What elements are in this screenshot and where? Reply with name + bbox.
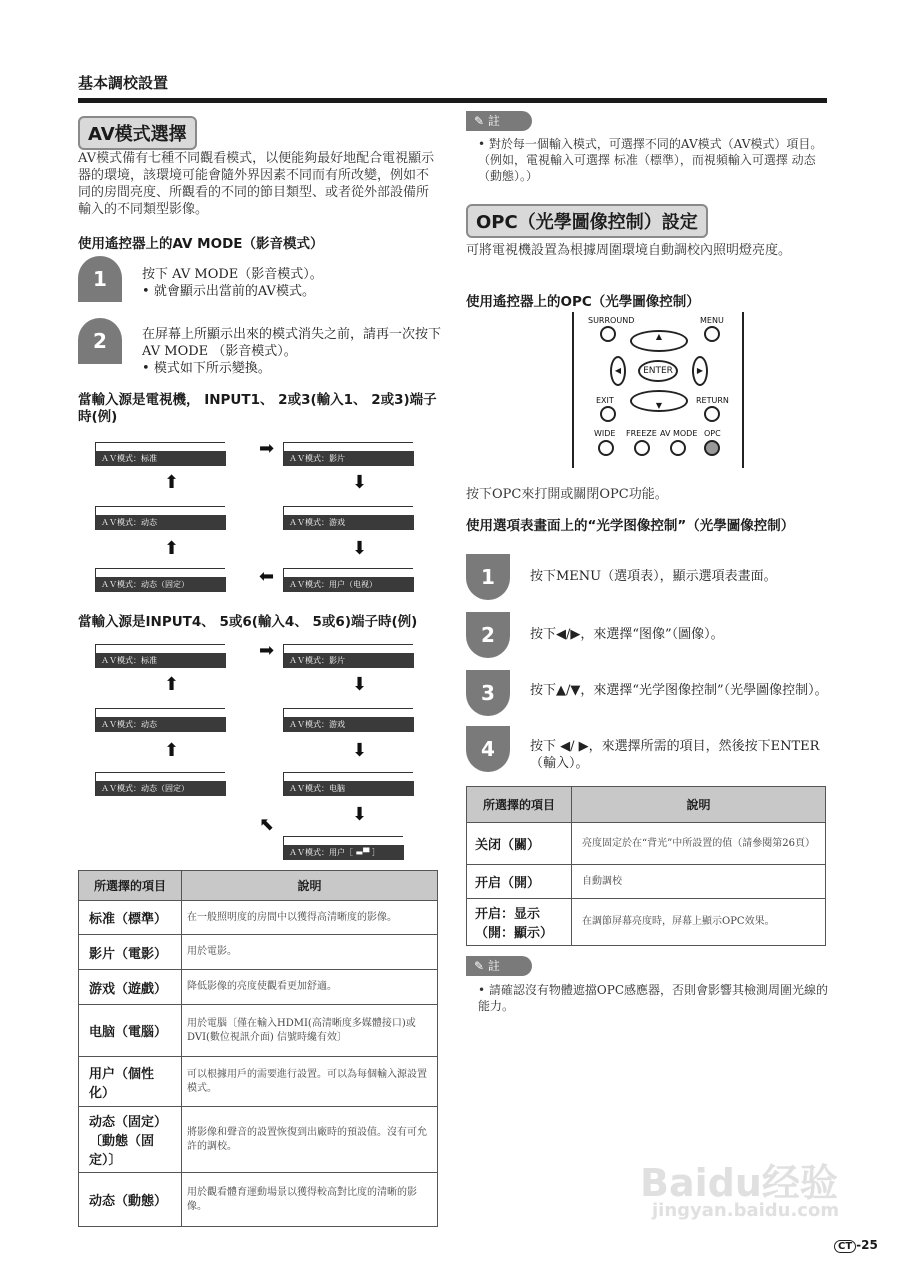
step-2-badge: 2	[466, 612, 510, 658]
table-cell-key: 游戏（遊戲）	[79, 970, 182, 1005]
mode-label: ＡＶ模式：游戏	[284, 717, 414, 732]
av-mode-table	[78, 870, 438, 1227]
mode-box	[283, 708, 413, 732]
remote-label: FREEZE	[626, 429, 657, 438]
table-cell-value: 降低影像的亮度使觀看更加舒適。	[182, 970, 438, 1005]
table-row	[467, 865, 826, 899]
mode-box	[283, 568, 413, 592]
mode-label	[284, 845, 404, 860]
table-header: 說明	[182, 871, 438, 901]
surround-button[interactable]	[600, 326, 616, 342]
input-456-heading: 當輸入源是INPUT4、 5或6(輸入4、 5或6)端子時(例)	[78, 614, 418, 630]
remote-label: WIDE	[594, 429, 616, 438]
arrow-down-icon: ⬇	[352, 538, 368, 559]
table-row	[79, 1173, 438, 1227]
opc-step-2: 按下◀/▶，來選擇“图像”（圖像）。	[530, 627, 724, 642]
remote-label: SURROUND	[588, 316, 635, 325]
table-cell-value: 亮度固定於在“背光”中所設置的值（請參閱第26頁）	[572, 823, 826, 865]
arrow-up-icon: ⬆	[164, 674, 180, 695]
mode-box	[95, 506, 225, 530]
table-row	[467, 899, 826, 946]
arrow-up-icon: ⬆	[164, 472, 180, 493]
av-remote-heading: 使用遙控器上的AV MODE（影音模式）	[78, 236, 324, 252]
menu-button[interactable]	[704, 326, 720, 342]
opc-step-3: 按下▲/▼，來選擇“光学图像控制”（光學圖像控制）。	[530, 683, 828, 698]
av-step-2-bullet: • 模式如下所示變換。	[142, 360, 442, 377]
opc-remote-heading: 使用遙控器上的OPC（光學圖像控制）	[466, 294, 700, 310]
right-button[interactable]: ▶	[692, 356, 708, 386]
note-tag	[466, 956, 532, 976]
table-cell-key: 开启：显示（開：顯示）	[467, 899, 572, 946]
opc-intro: 可將電視機設置為根據周圍環境自動調校內照明燈亮度。	[466, 243, 792, 258]
down-button[interactable]: ▼	[630, 390, 688, 412]
table-row	[79, 1057, 438, 1107]
mode-label: ＡＶ模式：动态（固定）	[96, 577, 226, 592]
opc-button[interactable]	[704, 440, 720, 456]
arrow-up-icon: ⬆	[164, 740, 180, 761]
table-cell-key: 动态（固定）〔動態（固定）〕	[79, 1107, 182, 1173]
av-step-1-text: 按下 AV MODE（影音模式）。	[142, 267, 323, 282]
table-cell-value: 將影像和聲音的設置恢復到出廠時的預設值。沒有可允許的調校。	[182, 1107, 438, 1173]
mode-box	[95, 772, 225, 796]
exit-button[interactable]	[600, 406, 616, 422]
freeze-button[interactable]	[634, 440, 650, 456]
mode-label: ＡＶ模式：影片	[284, 653, 414, 668]
table-header: 所選擇的項目	[467, 787, 572, 823]
av-mode-section-title: AV模式選擇	[78, 116, 197, 150]
mode-label: ＡＶ模式：动态	[96, 515, 226, 530]
remote-label: RETURN	[696, 396, 729, 405]
page-prefix-badge: CT	[834, 1240, 856, 1253]
step-3-badge: 3	[466, 670, 510, 716]
mode-box	[283, 506, 413, 530]
pencil-icon: ✎	[474, 959, 488, 973]
mode-label: ＡＶ模式：动态（固定）	[96, 781, 226, 796]
table-cell-value: 在調節屏幕亮度時，屏幕上顯示OPC效果。	[572, 899, 826, 946]
arrow-left-icon: ⬅	[259, 566, 275, 587]
note-tag-label: 註	[487, 959, 500, 973]
arrow-right-icon: ➡	[259, 438, 275, 459]
av-step-2-text: 在屏幕上所顯示出來的模式消失之前，請再一次按下 AV MODE （影音模式）。	[142, 327, 442, 359]
mode-label: ＡＶ模式：标准	[96, 653, 226, 668]
mode-label-text: ＡＶ模式：用户［	[289, 848, 353, 857]
watermark-logo: Baidu经验	[640, 1161, 838, 1205]
left-button[interactable]: ◀	[610, 356, 626, 386]
mode-label: ＡＶ模式：影片	[284, 451, 414, 466]
table-cell-key: 动态（動態）	[79, 1173, 182, 1227]
mode-label: ＡＶ模式：游戏	[284, 515, 414, 530]
arrow-right-icon: ➡	[259, 640, 275, 661]
mode-label: ＡＶ模式：电脑	[284, 781, 414, 796]
page-number	[834, 1238, 878, 1253]
arrow-up-left-icon: ⬉	[259, 814, 275, 835]
table-cell-key: 用户（個性化）	[79, 1057, 182, 1107]
step-4-badge: 4	[466, 726, 510, 772]
note-tag-label: 註	[487, 114, 500, 128]
table-row	[79, 1107, 438, 1173]
return-button[interactable]	[704, 406, 720, 422]
note-2-text: • 請確認沒有物體遮擋OPC感應器，否則會影響其檢測周圍光線的能力。	[478, 982, 828, 1014]
mode-box	[95, 708, 225, 732]
wide-button[interactable]	[598, 440, 614, 456]
opc-menu-heading: 使用選項表畫面上的“光学图像控制”（光學圖像控制）	[466, 518, 795, 534]
arrow-up-icon: ⬆	[164, 538, 180, 559]
opc-table	[466, 786, 826, 946]
table-header: 所選擇的項目	[79, 871, 182, 901]
remote-label: MENU	[700, 316, 724, 325]
arrow-down-icon: ⬇	[352, 740, 368, 761]
remote-label: OPC	[704, 429, 721, 438]
remote-control-illustration	[572, 312, 744, 468]
table-cell-value: 用於電腦〔僅在輸入HDMI(高清晰度多媒體接口)或DVI(數位視訊介面) 信號時纔有效〕	[182, 1005, 438, 1057]
table-row	[79, 935, 438, 970]
mode-box	[95, 442, 225, 466]
step-2-badge: 2	[78, 318, 122, 364]
table-cell-value: 自動調校	[572, 865, 826, 899]
table-header: 說明	[572, 787, 826, 823]
mode-box	[95, 644, 225, 668]
table-cell-key: 关闭（關）	[467, 823, 572, 865]
mode-box	[95, 568, 225, 592]
enter-button[interactable]: ENTER	[638, 360, 678, 382]
pencil-icon: ✎	[474, 114, 488, 128]
table-cell-value: 用於電影。	[182, 935, 438, 970]
av-mode-button[interactable]	[670, 440, 686, 456]
table-cell-value: 可以根據用戶的需要進行設置。可以為每個輸入源設置模式。	[182, 1057, 438, 1107]
watermark-url: jingyan.baidu.com	[652, 1200, 840, 1221]
table-row	[79, 970, 438, 1005]
arrow-down-icon: ⬇	[352, 674, 368, 695]
table-row	[467, 823, 826, 865]
mode-box	[283, 442, 413, 466]
mode-box	[283, 836, 403, 860]
mode-label: ＡＶ模式：动态	[96, 717, 226, 732]
table-cell-value: 用於觀看體育運動場景以獲得較高對比度的清晰的影像。	[182, 1173, 438, 1227]
page-header-title: 基本調校設置	[78, 74, 169, 92]
note-1-text: • 對於每一個輸入模式，可選擇不同的AV模式（AV模式）項目。（例如，電視輸入可選擇 标准（標準），而視頻輸入可選擇 动态（動態）。）	[478, 136, 828, 184]
table-cell-key: 标准（標準）	[79, 901, 182, 935]
table-row	[79, 901, 438, 935]
step-1-badge: 1	[78, 256, 122, 302]
mode-box	[283, 644, 413, 668]
mode-label: ＡＶ模式：标准	[96, 451, 226, 466]
tv-input-heading: 當輸入源是電視機， INPUT1、 2或3(輸入1、 2或3)端子時(例)	[78, 392, 437, 425]
table-cell-key: 电脑（電腦）	[79, 1005, 182, 1057]
remote-label: EXIT	[596, 396, 614, 405]
table-cell-key: 影片（電影）	[79, 935, 182, 970]
table-row	[79, 1005, 438, 1057]
av-mode-intro: AV模式備有七種不同觀看模式，以便能夠最好地配合電視顯示器的環境，該環境可能會隨外界因素不同而有所改變，例如不同的房間亮度、所觀看的不同的節目類型、或者從外部設備所輸入的不同類型影像。	[78, 151, 435, 217]
arrow-down-icon: ⬇	[352, 804, 368, 825]
mode-box	[283, 772, 413, 796]
note-tag	[466, 111, 532, 131]
up-button[interactable]: ▲	[630, 330, 688, 352]
header-rule	[78, 98, 827, 103]
step-1-badge: 1	[466, 554, 510, 600]
pc-user-icon: ▬▀ ］	[355, 848, 380, 857]
remote-label: AV MODE	[660, 429, 698, 438]
table-cell-value: 在一般照明度的房間中以獲得高清晰度的影像。	[182, 901, 438, 935]
page-num-text: -25	[856, 1238, 878, 1252]
table-cell-key: 开启（開）	[467, 865, 572, 899]
mode-label: ＡＶ模式：用户（电视）	[284, 577, 414, 592]
opc-press-text: 按下OPC來打開或關閉OPC功能。	[466, 487, 668, 502]
opc-section-title: OPC（光學圖像控制）設定	[466, 204, 708, 238]
arrow-down-icon: ⬇	[352, 472, 368, 493]
opc-step-1: 按下MENU（選項表），顯示選項表畫面。	[530, 569, 777, 584]
opc-step-4: 按下 ◀/ ▶，來選擇所需的項目，然後按下ENTER（輸入）。	[530, 739, 820, 771]
av-step-1-bullet: • 就會顯示出當前的AV模式。	[142, 283, 442, 300]
